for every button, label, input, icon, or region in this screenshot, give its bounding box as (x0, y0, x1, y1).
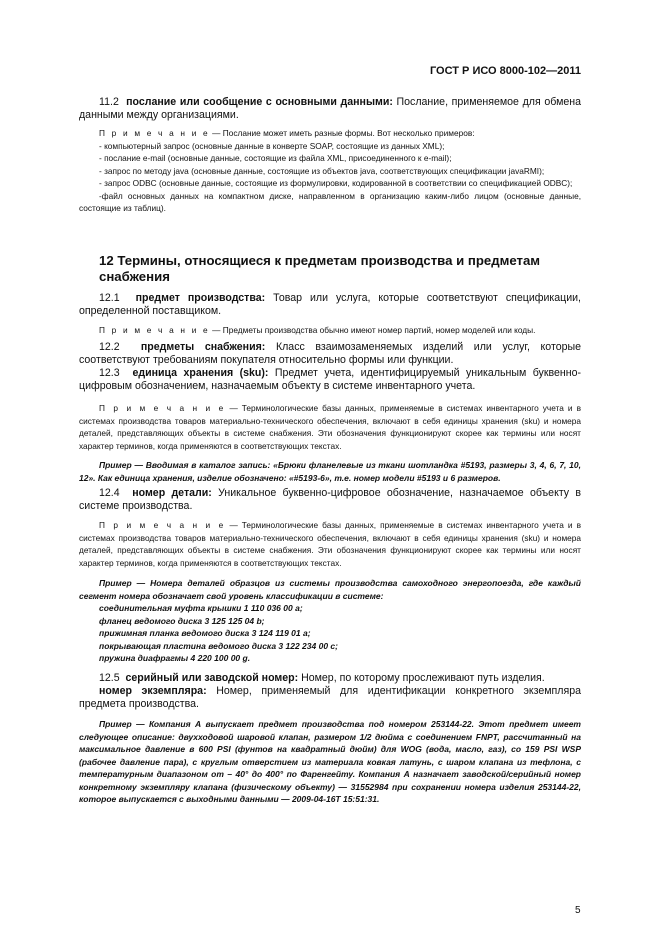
section-heading: 12 Термины, относящиеся к предметам производства и предметам снабжения (99, 253, 541, 284)
note-item: - запрос по методу java (основные данные, состоящие из объектов java, соответствующих спецификации javaRMI); (99, 165, 545, 176)
definition: Уникальное буквенно-цифровое обозначение, назначаемое объекту в системе производства. (79, 487, 582, 512)
clause-number: 12.1 (99, 292, 120, 304)
definition: Послание, применяемое для обмена данными между организациями. (79, 96, 581, 121)
clause-12-5 (79, 672, 581, 711)
note-11-2 (79, 127, 581, 215)
note-label: П р и м е ч а н и е (99, 325, 210, 335)
note-text: — Предметы производства обычно имеют номер партий, номер моделей или коды. (212, 325, 536, 335)
note-12-3 (79, 402, 581, 452)
clause-12-4 (79, 487, 581, 513)
example-item: фланец ведомого диска 3 125 125 04 b; (99, 615, 265, 626)
definition: Товар или услуга, которые соответствуют спецификации, определенной поставщиком. (79, 292, 581, 317)
note-label: П р и м е ч а н и е (99, 128, 210, 138)
note-item: - запрос ODBC (основные данные, состоящие из формулировки, кодированной в соответствии со спецификацией ODBC); (99, 178, 573, 188)
example-item: пружина диафрагмы 4 220 100 00 g. (99, 653, 251, 663)
example-12-3 (79, 459, 581, 484)
note-item: - компьютерный запрос (основные данные в конверте SOAP, состоящие из данных XML); (99, 140, 445, 151)
term: номер экземпляра: (99, 685, 207, 697)
note-text: — Послание может иметь разные формы. Вот несколько примеров: (212, 128, 475, 138)
definition: Номер, по которому прослеживают путь изделия. (301, 672, 545, 684)
note-label: П р и м е ч а н и е (99, 403, 226, 413)
document-header: ГОСТ Р ИСО 8000-102—2011 (429, 65, 581, 77)
example-text: Пример — Номера деталей образцов из системы производства самоходного энергопоезда, где каждый сегмент номера обозначает свой уровень классификации в системе: (79, 578, 581, 601)
term: единица хранения (sku): (132, 367, 269, 379)
clause-11-2 (79, 96, 581, 122)
clause-number: 12.5 (99, 672, 120, 684)
definition: Номер, применяемый для идентификации конкретного экземпляра предмета производства. (79, 685, 581, 710)
example-text: Пример — Вводимая в каталог запись: «Брюки фланелевые из ткани шотландка #5193, размеры 3, 4, 6, 7, 10, 12». Как единица хранения, изделие обозначено: «#5193-6», т.е. номер модели #5193 и 6 размеров. (79, 460, 581, 483)
note-item: - послание e-mail (основные данные, состоящие из файла XML, присоединенного к e-mail); (99, 153, 452, 163)
note-12-1 (79, 324, 581, 337)
term: номер детали: (132, 487, 212, 499)
term: предметы снабжения: (140, 341, 266, 353)
example-item: соединительная муфта крышки 1 110 036 00 a; (99, 603, 303, 613)
example-12-4 (79, 577, 581, 665)
example-12-5 (79, 718, 581, 806)
term: послание или сообщение с основными данными: (126, 96, 393, 108)
clause-number: 12.3 (99, 367, 120, 379)
term: серийный или заводской номер: (125, 672, 299, 684)
page-number: 5 (575, 905, 581, 916)
definition: Класс взаимозаменяемых изделий или услуг, которые соответствуют требованиям покупателя относительно формы или функции. (79, 341, 581, 366)
note-12-4 (79, 519, 581, 569)
clause-12-1 (79, 292, 581, 318)
note-text: — Терминологические базы данных, применяемые в системах инвентарного учета и в системах производства товаров материально-технического обеспечения, включают в себя единицы хранения (sku) и номера деталей, представляющих объекты в системе снабжения. Эти обозначения функционируют скорее как термины или носят характер терминов, когда применяются в соответствующих текстах. (79, 520, 581, 568)
note-item: -файл основных данных на компактном диске, направленном в организацию каким-либо лицом (основные данные, состоящие из таблиц). (79, 190, 581, 213)
definition: Предмет учета, идентифицируемый уникальным буквенно-цифровым обозначением, назначаемым объекту в системе инвентарного учета. (79, 367, 581, 392)
clause-number: 12.4 (99, 487, 120, 499)
example-item: прижимная планка ведомого диска 3 124 119 01 a; (99, 628, 311, 638)
note-label: П р и м е ч а н и е (99, 520, 226, 530)
example-text: Пример — Компания А выпускает предмет производства под номером 253144-22. Этот предмет имеет следующее описание: двухходовой шаровой клапан, размером 1/2 дюйма с соединением FNPT, рассчитанный на максимальное давление в 600 PSI (фунтов на квадратный дюйм) для WOG (вода, масло, газ), со 159 PSI WSP (рабочее давление пара), с круглым отверстием из материала ковкая латунь, с шаром клапана из тефлона, с температурным диапазоном от – 40° до 400° по Фаренгейту. Компания А назначает заводской/серийный номер конкретному экземпляру клапана (физическому объекту) — 31552984 при сохранении номера изделия 253144-22, которое выпускается с выходными данными — 2009-04-16T 15:51:31. (79, 719, 581, 804)
example-item: покрывающая пластина ведомого диска 3 122 234 00 c; (99, 640, 338, 651)
clause-number: 12.2 (99, 341, 120, 353)
note-text: — Терминологические базы данных, применяемые в системах инвентарного учета и в системах производства товаров материально-технического обеспечения, включают в себя единицы хранения (sku) и номера деталей, представляющих объекты в системе снабжения. Эти обозначения функционируют скорее как термины или носят характер терминов, когда применяются в соответствующих текстах. (79, 403, 581, 451)
clause-number: 11.2 (99, 96, 119, 108)
section-12-heading-wrap (79, 253, 581, 284)
clause-12-2-3 (79, 341, 581, 393)
term: предмет производства: (135, 292, 266, 304)
